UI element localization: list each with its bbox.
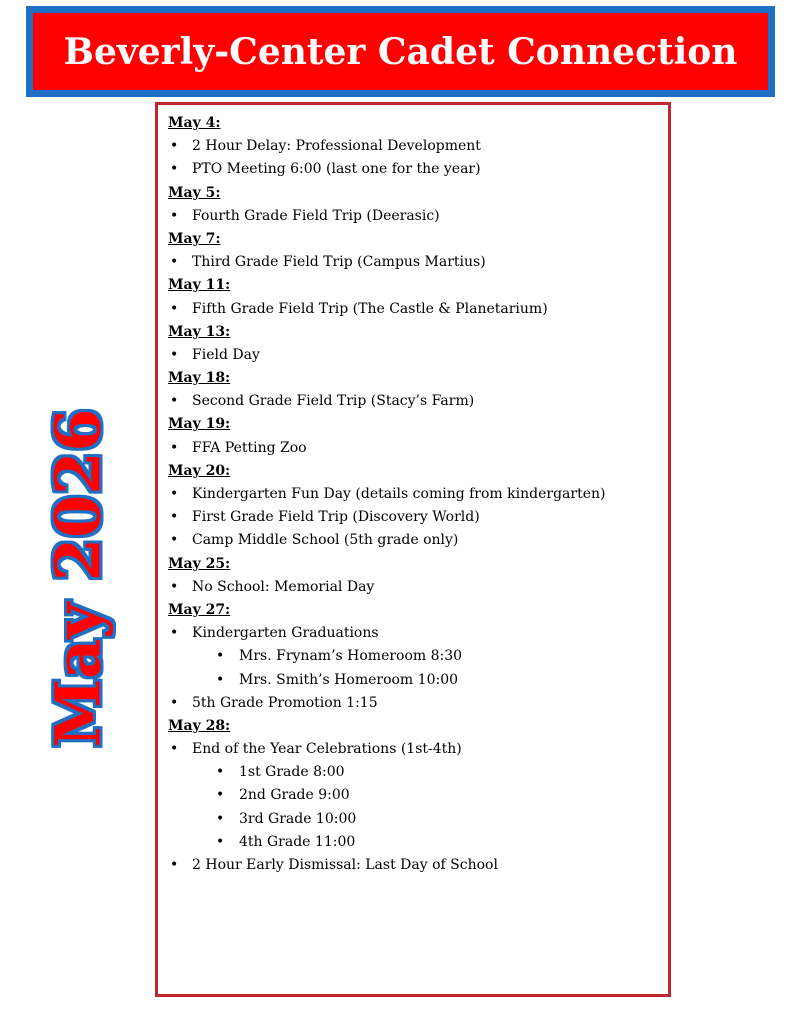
header-banner [26, 6, 775, 97]
event-item-text: 2 Hour Delay: Professional Development [192, 138, 481, 155]
event-date-heading: May 7: [168, 230, 221, 247]
event-subitem [168, 761, 658, 784]
event-item-text: PTO Meeting 6:00 (last one for the year) [192, 161, 481, 178]
bullet-icon: • [170, 300, 179, 317]
event-subitem [168, 784, 658, 807]
bullet-icon: • [170, 625, 179, 642]
event-item-text: FFA Petting Zoo [192, 439, 307, 456]
events-box [155, 102, 671, 997]
bullet-icon: • [216, 810, 225, 827]
event-subitem-text: 4th Grade 11:00 [239, 833, 356, 850]
event-item-text: Second Grade Field Trip (Stacy’s Farm) [192, 393, 475, 410]
header-banner-fill [33, 13, 768, 90]
event-list [168, 298, 658, 321]
event-item-text: End of the Year Celebrations (1st-4th) [192, 741, 462, 758]
bullet-icon: • [216, 671, 225, 688]
event-date-heading: May 27: [168, 601, 231, 618]
event-list [168, 437, 658, 460]
bullet-icon: • [170, 532, 179, 549]
event-item [168, 622, 658, 645]
event-item-text: Kindergarten Fun Day (details coming from kindergarten) [192, 486, 606, 502]
bullet-icon: • [170, 857, 179, 873]
event-date-heading: May 18: [168, 370, 231, 387]
event-item-text: 2 Hour Early Dismissal: Last Day of School [192, 857, 498, 873]
event-item [168, 738, 658, 761]
event-item [168, 692, 658, 715]
event-item-text: No School: Memorial Day [192, 578, 375, 595]
event-date-heading: May 28: [168, 717, 231, 734]
bullet-icon: • [216, 833, 225, 850]
event-item [168, 576, 658, 599]
bullet-icon: • [216, 787, 225, 804]
event-item-text: Fifth Grade Field Trip (The Castle & Planetarium) [192, 300, 548, 317]
event-date-heading: May 20: [168, 462, 231, 479]
event-subitem-text: 3rd Grade 10:00 [239, 810, 357, 827]
bullet-icon: • [170, 578, 179, 595]
bullet-icon: • [170, 207, 179, 224]
event-subitem [168, 669, 658, 692]
page-title: Beverly-Center Cadet Connection [63, 30, 738, 73]
event-date-heading: May 13: [168, 323, 231, 340]
event-subitem-text: Mrs. Smith’s Homeroom 10:00 [239, 671, 459, 688]
event-list [168, 483, 658, 553]
event-list [168, 251, 658, 274]
bullet-icon: • [170, 439, 179, 456]
event-list [168, 738, 658, 877]
event-item [168, 251, 658, 274]
event-item [168, 205, 658, 228]
bullet-icon: • [170, 346, 179, 363]
event-item-text: First Grade Field Trip (Discovery World) [192, 509, 480, 526]
event-date-heading: May 4: [168, 115, 221, 131]
event-item [168, 298, 658, 321]
event-subitem [168, 808, 658, 831]
bullet-icon: • [216, 764, 225, 781]
event-list [168, 205, 658, 228]
event-subitem-text: 1st Grade 8:00 [239, 764, 345, 781]
event-item [168, 483, 658, 506]
bullet-icon: • [170, 741, 179, 758]
event-list [168, 390, 658, 413]
event-item [168, 506, 658, 529]
event-item [168, 344, 658, 367]
event-date-heading: May 19: [168, 416, 231, 433]
event-list [168, 135, 658, 181]
bullet-icon: • [170, 254, 179, 271]
event-list [168, 576, 658, 599]
month-side-title: May 2026 [41, 408, 115, 748]
event-item [168, 390, 658, 413]
event-subitem-text: 2nd Grade 9:00 [239, 787, 350, 804]
bullet-icon: • [170, 138, 179, 155]
event-item-text: Third Grade Field Trip (Campus Martius) [192, 254, 486, 271]
event-item [168, 854, 658, 877]
event-subitem [168, 831, 658, 854]
bullet-icon: • [170, 509, 179, 526]
event-item [168, 437, 658, 460]
event-date-heading: May 11: [168, 277, 231, 294]
bullet-icon: • [170, 694, 179, 711]
bullet-icon: • [216, 648, 225, 665]
bullet-icon: • [170, 393, 179, 410]
event-list [168, 622, 658, 715]
event-item-text: Kindergarten Graduations [192, 625, 379, 642]
bullet-icon: • [170, 161, 179, 178]
event-item-text: Fourth Grade Field Trip (Deerasic) [192, 207, 440, 224]
event-item [168, 529, 658, 552]
event-list [168, 344, 658, 367]
event-item-text: Field Day [192, 346, 260, 363]
event-date-heading: May 5: [168, 184, 221, 201]
event-item-text: Camp Middle School (5th grade only) [192, 532, 459, 549]
event-subitem-text: Mrs. Frynam’s Homeroom 8:30 [239, 648, 463, 665]
event-item-text: 5th Grade Promotion 1:15 [192, 694, 378, 711]
event-date-heading: May 25: [168, 555, 231, 572]
event-item [168, 158, 658, 181]
bullet-icon: • [170, 486, 179, 502]
event-subitem [168, 645, 658, 668]
event-item [168, 135, 658, 158]
